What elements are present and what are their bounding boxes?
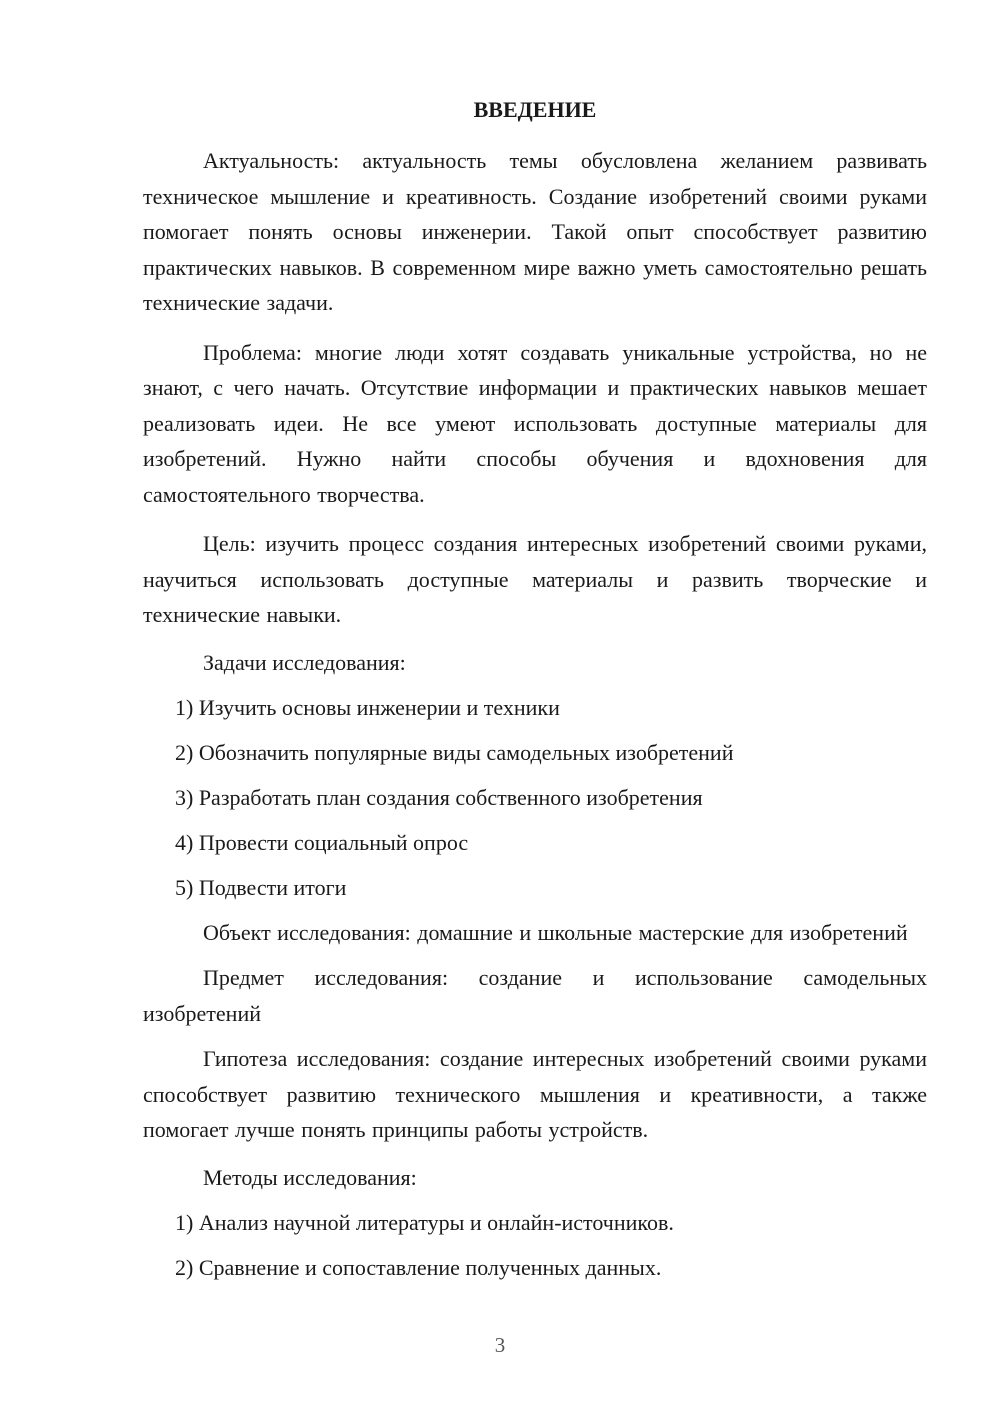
list-item: 4) Провести социальный опрос bbox=[175, 829, 469, 855]
methods-list bbox=[143, 1205, 927, 1285]
list-item: 2) Обозначить популярные виды самодельных изобретений bbox=[175, 739, 734, 765]
page-title: ВВЕДЕНИЕ bbox=[473, 97, 597, 122]
list-item: 1) Анализ научной литературы и онлайн-источников. bbox=[175, 1209, 674, 1235]
list-item: 5) Подвести итоги bbox=[175, 874, 347, 900]
hypothesis-paragraph: Гипотеза исследования: создание интересных изобретений своими руками способствует развитию технического мышления и креативности, а также помогает лучше понять принципы работы устройств. bbox=[143, 1046, 927, 1142]
tasks-label: Задачи исследования: bbox=[203, 649, 406, 675]
problem-paragraph: Проблема: многие люди хотят создавать уникальные устройства, но не знают, с чего начать. Отсутствие информации и практических навыков мешает реализовать идеи. Не все умеют использовать доступные материалы для изобретений. Нужно найти способы обучения и вдохновения для самостоятельного творчества. bbox=[143, 339, 927, 507]
list-item: 2) Сравнение и сопоставление полученных данных. bbox=[175, 1254, 662, 1280]
tasks-list bbox=[143, 690, 927, 905]
list-item: 3) Разработать план создания собственного изобретения bbox=[175, 784, 703, 810]
subject-paragraph: Предмет исследования: создание и использование самодельных изобретений bbox=[143, 965, 927, 1026]
page-number: 3 bbox=[494, 1333, 506, 1357]
relevance-paragraph: Актуальность: актуальность темы обусловлена желанием развивать техническое мышление и креативность. Создание изобретений своими руками помогает понять основы инженерии. Такой опыт способствует развитию практических навыков. В современном мире важно уметь самостоятельно решать технические задачи. bbox=[143, 148, 927, 315]
page-content bbox=[143, 93, 927, 1295]
object-paragraph: Объект исследования: домашние и школьные мастерские для изобретений bbox=[203, 919, 908, 945]
list-item: 1) Изучить основы инженерии и техники bbox=[175, 694, 560, 720]
methods-label: Методы исследования: bbox=[203, 1164, 417, 1190]
goal-paragraph: Цель: изучить процесс создания интересных изобретений своими руками, научиться использовать доступные материалы и развить творческие и технические навыки. bbox=[143, 531, 927, 627]
